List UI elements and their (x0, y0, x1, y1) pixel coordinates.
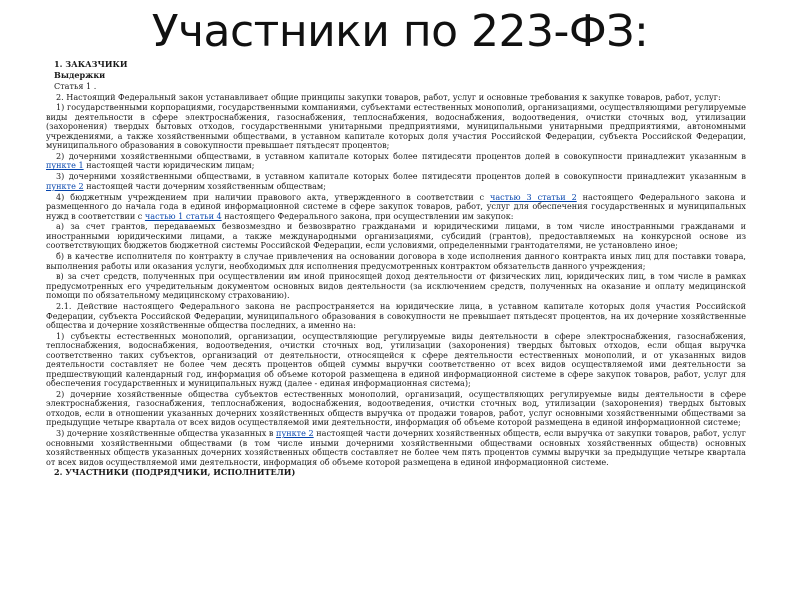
section-heading-customers: 1. ЗАКАЗЧИКИ (54, 59, 128, 69)
link-part-1-article-4[interactable]: частью 1 статьи 4 (144, 210, 222, 221)
item-4-text-a: 4) бюджетным учреждением при наличии правового акта, утвержденного в соответствии с (56, 191, 485, 202)
link-punkt-2[interactable]: пункте 2 (46, 180, 84, 191)
paragraph-2-1-item-3 (46, 429, 746, 467)
paragraph-2-1-item-2: 2) дочерние хозяйственные общества субъектов естественных монополий, организаций, осуществляющих регулируемые виды деятельности в сфере электроснабжения, газоснабжения, теплоснабжения, водоснабжения, водоотведения, очистки сточных вод, утилизации (захоронения) твердых бытовых отходов, если в отношении указанных дочерних хозяйственных обществ выручка от продажи товаров, работ, услуг основными хозяйственными обществами за предыдущие четыре квартала от всех видов осуществляемой ими деятельности, информация об объеме которой размещена в единой информационной системе; (46, 389, 746, 428)
item-3-text-a: 3) дочерними хозяйственными обществами, в уставном капитале которых более пятидесяти процентов долей в совокупности принадлежит указанным в (56, 171, 746, 182)
paragraph-2-item-1: 1) государственными корпорациями, государственными компаниями, субъектами естественных монополий, организациями, осуществляющими регулируемые виды деятельности в сфере электроснабжения, газоснабжения, теплоснабжения, водоснабжения, водоотведения, очистки сточных вод, утилизации (захоронения) твердых бытовых отходов, государственными унитарными предприятиями, муниципальными унитарными предприятиями, автономными учреждениями, а также хозяйственными обществами, в уставном капитале которых доля участия Российской Федерации, субъекта Российской Федерации, муниципального образования в совокупности превышает пятьдесят процентов; (46, 102, 746, 151)
item-4-text-c: настоящего Федерального закона, при осуществлении им закупок: (224, 210, 514, 221)
item-2-1-3-text-b: настоящей части дочерних хозяйственных обществ, если выручка от закупки товаров, работ, услуг основными хозяйственными обществами (в том числе иными дочерними хозяйственными обществами основных хозяйственных обществ) основных хозяйственных обществ указанных дочерних хозяйственных обществ составляет не более чем пять процентов суммы выручки за предыдущие четыре квартала от всех видов осуществляемой ими деятельности, информация об объеме которой размещена в единой информационной системе. (46, 428, 746, 467)
link-punkt-1[interactable]: пункте 1 (46, 160, 84, 171)
paragraph-2-1-item-1: 1) субъекты естественных монополий, организации, осуществляющие регулируемые виды деятельности в сфере электроснабжения, газоснабжения, теплоснабжения, водоснабжения, водоотведения, очистки сточных вод, утилизации (захоронения) твердых бытовых отходов, если общая выручка соответственно таких субъектов, организаций от деятельности, относящейся к сфере деятельности естественных монополий, и от указанных видов деятельности составляет не более чем десять процентов общей суммы выручки соответственно от всех видов осуществляемой ими деятельности за предшествующий календарный год, информация об объеме которой размещена в единой информационной системе в сфере закупок товаров, работ, услуг для обеспечения государственных и муниципальных нужд (далее - единая информационная система); (46, 330, 746, 389)
paragraph-2-1: 2.1. Действие настоящего Федерального закона не распространяется на юридические лица, в уставном капитале которых доля участия Российской Федерации, субъекта Российской Федерации, муниципального образования в совокупности не превышает пятьдесят процентов, на их дочерние хозяйственные общества и дочерние хозяйственные общества последних, а именно на: (46, 301, 746, 331)
document-body (46, 60, 746, 479)
article-label: Статья 1 . (54, 80, 97, 91)
paragraph-2-item-4 (46, 193, 746, 221)
item-2-text-a: 2) дочерними хозяйственными обществами, в уставном капитале которых более пятидесяти процентов долей в совокупности принадлежит указанным в (56, 151, 746, 162)
paragraph-2-item-2 (46, 152, 746, 171)
link-punkt-2-b[interactable]: пункте 2 (276, 428, 314, 439)
paragraph-2: 2. Настоящий Федеральный закон устанавливает общие принципы закупки товаров, работ, услуг и основные требования к закупке товаров, работ, услуг: (56, 91, 721, 102)
section-heading-participants: 2. УЧАСТНИКИ (ПОДРЯДЧИКИ, ИСПОЛНИТЕЛИ) (54, 467, 296, 478)
link-part-3-article-2[interactable]: частью 3 статьи 2 (489, 191, 577, 202)
subitem-v: в) за счет средств, полученных при осуществлении им иной приносящей доход деятельности от физических лиц, юридических лиц, в том числе в рамках предусмотренных его учредительным документом основных видов деятельности (за исключением средств, полученных на оказание и оплату медицинской помощи по обязательному медицинскому страхованию). (46, 271, 746, 301)
item-4-text-b: настоящего Федерального закона и размещенного до начала года в единой информационной системе в сфере закупок товаров, работ, услуг для обеспечения государственных и муниципальных нужд в соответствии с (46, 191, 746, 221)
item-2-text-b: настоящей части юридическим лицам; (86, 160, 255, 171)
item-3-text-b: настоящей части дочерним хозяйственным обществам; (86, 180, 326, 191)
paragraph-2-item-3 (46, 172, 746, 191)
subitem-b: б) в качестве исполнителя по контракту в случае привлечения на основании договора в ходе исполнения данного контракта иных лиц для поставки товара, выполнения работы или оказания услуги, необходимых для исполнения предусмотренных контрактом обязательств данного учреждения; (46, 251, 746, 271)
slide-title: Участники по 223-ФЗ: (151, 6, 649, 57)
item-2-1-3-text-a: 3) дочерние хозяйственные общества указанных в (56, 428, 274, 439)
subitem-a: а) за счет грантов, передаваемых безвозмездно и безвозвратно гражданами и юридическими лицами, в том числе иностранными гражданами и иностранными юридическими лицами, а также международными организациями, субсидий (грантов), предоставляемых на конкурсной основе из соответствующих бюджетов бюджетной системы Российской Федерации, если условиями, определенными грантодателями, не установлено иное; (46, 221, 746, 251)
subheading-excerpts: Выдержки (54, 69, 106, 80)
